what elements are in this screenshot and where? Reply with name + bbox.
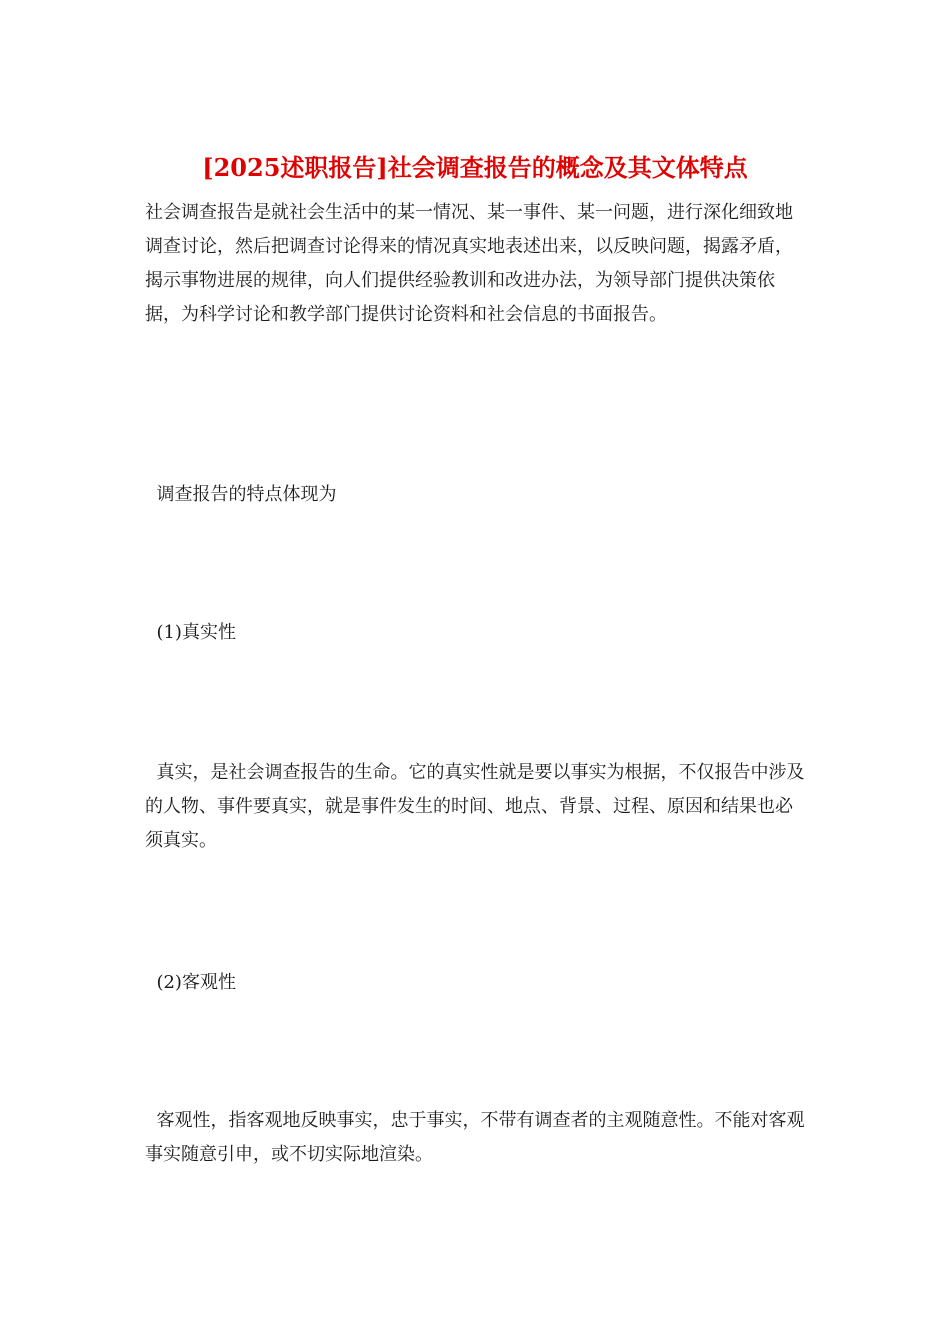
feature-body-authenticity: 真实，是社会调查报告的生命。它的真实性就是要以事实为根据，不仅报告中涉及的人物、事件要真实，就是事件发生的时间、地点、背景、过程、原因和结果也必须真实。 [145,762,805,851]
feature-body-objectivity: 客观性，指客观地反映事实，忠于事实，不带有调查者的主观随意性。不能对客观事实随意引申，或不切实际地渲染。 [145,1110,805,1165]
document-title: [2025述职报告]社会调查报告的概念及其文体特点 [202,153,748,182]
intro-paragraph: 社会调查报告是就社会生活中的某一情况、某一事件、某一问题，进行深化细致地调查讨论，然后把调查讨论得来的情况真实地表述出来，以反映问题，揭露矛盾，揭示事物进展的规律，向人们提供经验教训和改进办法，为领导部门提供决策依据，为科学讨论和教学部门提供讨论资料和社会信息的书面报告。 [145,202,793,325]
feature-heading-objectivity: (2)客观性 [145,972,236,993]
section-heading: 调查报告的特点体现为 [145,484,337,505]
feature-heading-authenticity: (1)真实性 [145,622,236,643]
